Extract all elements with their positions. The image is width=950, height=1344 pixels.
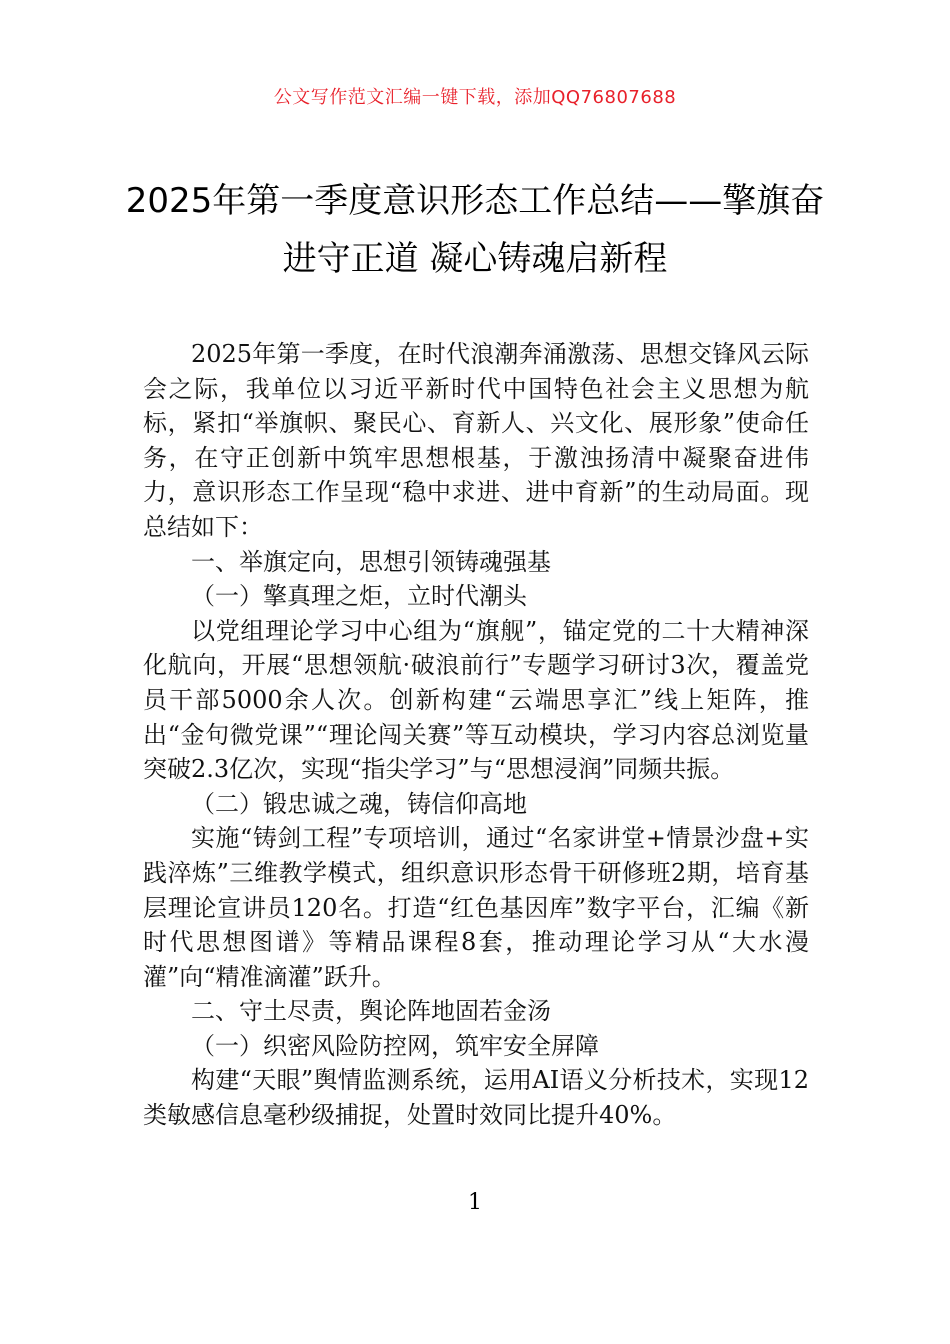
document-body [143, 337, 809, 1133]
subsection-heading-1-2: （二）锻忠诚之魂，铸信仰高地 [191, 789, 527, 818]
body-paragraph: 以党组理论学习中心组为“旗舰”，锚定党的二十大精神深化航向，开展“思想领航·破浪前行”专题学习研讨3次，覆盖党员干部5000余人次。创新构建“云端思享汇”线上矩阵，推出“金句微党课”“理论闯关赛”等互动模块，学习内容总浏览量突破2.3亿次，实现“指尖学习”与“思想浸润”同频共振。 [143, 616, 809, 784]
subsection-heading-2-1: （一）织密风险防控网，筑牢安全屏障 [191, 1031, 599, 1060]
section-heading-2: 二、守土尽责，舆论阵地固若金汤 [191, 997, 551, 1026]
document-title: 2025年第一季度意识形态工作总结——擎旗奋进守正道 凝心铸魂启新程 [125, 181, 825, 279]
subsection-heading-1-1: （一）擎真理之炬，立时代潮头 [191, 582, 527, 611]
section-heading-1: 一、举旗定向，思想引领铸魂强基 [191, 547, 551, 576]
page-number: 1 [468, 1190, 482, 1215]
download-promo-note: 公文写作范文汇编一键下载，添加QQ76807688 [273, 87, 677, 108]
body-paragraph: 构建“天眼”舆情监测系统，运用AI语义分析技术，实现12类敏感信息毫秒级捕捉，处置时效同比提升40%。 [143, 1066, 809, 1130]
intro-paragraph: 2025年第一季度，在时代浪潮奔涌激荡、思想交锋风云际会之际，我单位以习近平新时代中国特色社会主义思想为航标，紧扣“举旗帜、聚民心、育新人、兴文化、展形象”使命任务，在守正创新中筑牢思想根基，于激浊扬清中凝聚奋进伟力，意识形态工作呈现“稳中求进、进中育新”的生动局面。现总结如下： [143, 340, 809, 541]
body-paragraph: 实施“铸剑工程”专项培训，通过“名家讲堂+情景沙盘+实践淬炼”三维教学模式，组织意识形态骨干研修班2期，培育基层理论宣讲员120名。打造“红色基因库”数字平台，汇编《新时代思想图谱》等精品课程8套，推动理论学习从“大水漫灌”向“精准滴灌”跃升。 [143, 824, 809, 991]
